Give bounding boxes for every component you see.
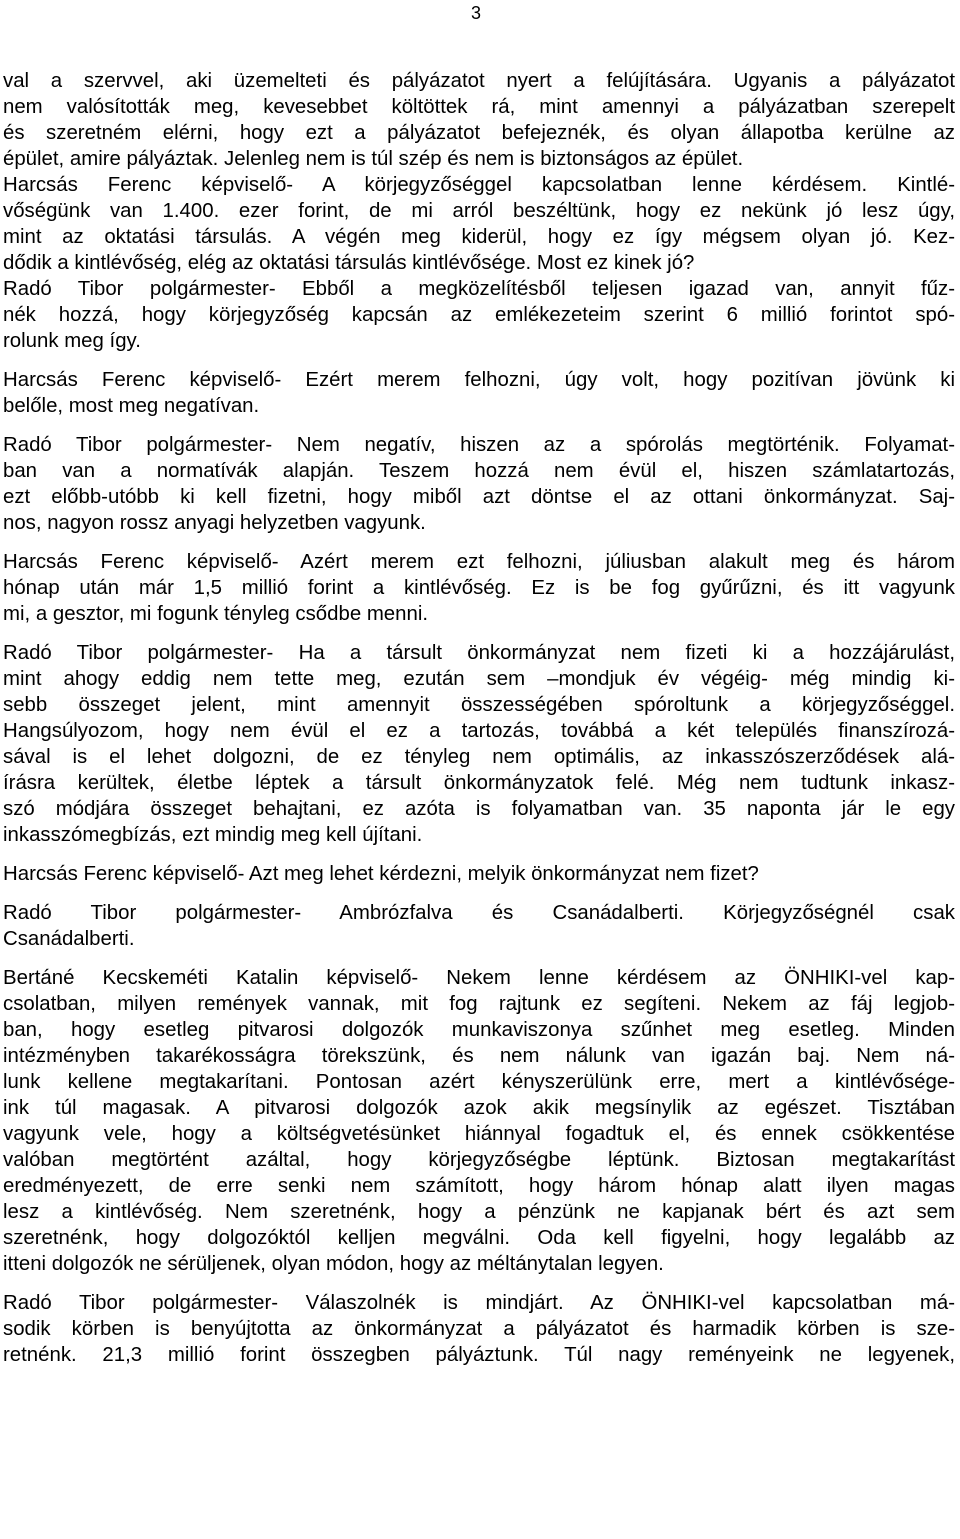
text-line: vőségünk van 1.400. ezer forint, de mi arról beszéltünk, hogy ez nekünk jó lesz úgy,: [3, 200, 955, 222]
paragraph: [3, 640, 955, 848]
paragraph-gap: [3, 1277, 955, 1290]
text-line: inkasszómegbízás, ezt mindig meg kell újítani.: [3, 824, 423, 846]
text-line: vagyunk vele, hogy a költségvetésünket hiánnyal fogadtuk el, és ennek csökkentése: [3, 1123, 955, 1145]
text-line: ban van a normatívák alapján. Teszem hozzá nem évül el, hiszen számlatartozás,: [3, 460, 955, 482]
paragraph-gap: [3, 887, 955, 900]
text-line: Radó Tibor polgármester- Ha a társult önkormányzat nem fizeti ki a hozzájárulást,: [3, 642, 955, 664]
text-line: retnénk. 21,3 millió forint összegben pályáztunk. Túl nagy reményeink ne legyenek,: [3, 1344, 955, 1366]
paragraph: [3, 861, 955, 887]
paragraph: [3, 965, 955, 1277]
text-line: Bertáné Kecskeméti Katalin képviselő- Nekem lenne kérdésem az ÖNHIKI-vel kap-: [3, 967, 955, 989]
text-line: épület, amire pályáztak. Jelenleg nem is túl szép és nem is biztonságos az épület.: [3, 148, 744, 170]
paragraph-gap: [3, 627, 955, 640]
paragraph: [3, 68, 955, 354]
text-line: nos, nagyon rossz anyagi helyzetben vagyunk.: [3, 512, 426, 534]
paragraph-gap: [3, 536, 955, 549]
paragraph: [3, 1290, 955, 1368]
page-number: 3: [471, 3, 482, 23]
text-line: és szeretném elérni, hogy ezt a pályázatot befejeznék, és olyan állapotba kerülne az: [3, 122, 955, 144]
paragraph: [3, 900, 955, 952]
text-line: Harcsás Ferenc képviselő- A körjegyzőséggel kapcsolatban lenne kérdésem. Kintlé-: [3, 174, 955, 196]
paragraph-gap: [3, 848, 955, 861]
text-line: Radó Tibor polgármester- Válaszolnék is mindjárt. Az ÖNHIKI-vel kapcsolatban má-: [3, 1292, 955, 1314]
paragraph-gap: [3, 354, 955, 367]
document-body: [3, 68, 955, 1368]
text-line: Radó Tibor polgármester- Ebből a megközelítésből teljesen igazad van, annyit fűz-: [3, 278, 955, 300]
text-line: Csanádalberti.: [3, 928, 135, 950]
text-line: nék hozzá, hogy körjegyzőség kapcsán az emlékezeteim szerint 6 millió forintot spó-: [3, 304, 955, 326]
text-line: Harcsás Ferenc képviselő- Azt meg lehet kérdezni, melyik önkormányzat nem fizet?: [3, 863, 759, 885]
text-line: csolatban, milyen remények vannak, mit fog rajtunk ez segíteni. Nekem az fáj legjob-: [3, 993, 955, 1015]
paragraph: [3, 367, 955, 419]
text-line: ban, hogy esetleg pitvarosi dolgozók munkaviszonya szűnhet meg esetleg. Minden: [3, 1019, 955, 1041]
paragraph: [3, 432, 955, 536]
text-line: Hangsúlyozom, hogy nem évül el ez a tartozás, továbbá a két település finanszírozá-: [3, 720, 955, 742]
text-line: belőle, most meg negatívan.: [3, 395, 260, 417]
text-line: valóban megtörtént azáltal, hogy körjegyzőségbe léptünk. Biztosan megtakarítást: [3, 1149, 955, 1171]
paragraph-gap: [3, 952, 955, 965]
text-line: ezt előbb-utóbb ki kell fizetni, hogy miből azt döntse el az ottani önkormányzat. Saj-: [3, 486, 955, 508]
text-line: eredményezett, de erre senki nem számított, hogy három hónap alatt ilyen magas: [3, 1175, 955, 1197]
paragraph-gap: [3, 419, 955, 432]
text-line: hónap után már 1,5 millió forint a kintlévőség. Ez is be fog gyűrűzni, és itt vagyunk: [3, 577, 955, 599]
text-line: mint az oktatási társulás. A végén meg kiderül, hogy ez így mégsem olyan jó. Kez-: [3, 226, 955, 248]
text-line: Harcsás Ferenc képviselő- Ezért merem felhozni, úgy volt, hogy pozitívan jövünk ki: [3, 369, 955, 391]
text-line: mi, a gesztor, mi fogunk tényleg csődbe menni.: [3, 603, 429, 625]
text-line: szó módjára összeget behajtani, ez azóta is folyamatban van. 35 naponta jár le egy: [3, 798, 955, 820]
paragraph: [3, 549, 955, 627]
text-line: intézményben takarékosságra törekszünk, és nem nálunk van igazán baj. Nem ná-: [3, 1045, 955, 1067]
text-line: sával is el lehet dolgozni, de ez tényleg nem optimális, az inkasszószerződések alá-: [3, 746, 955, 768]
text-line: lesz a kintlévőség. Nem szeretnénk, hogy a pénzünk ne kapjanak bért és azt sem: [3, 1201, 955, 1223]
text-line: mint ahogy eddig nem tette meg, ezután sem –mondjuk év végéig- még mindig ki-: [3, 668, 955, 690]
text-line: Radó Tibor polgármester- Nem negatív, hiszen az a spórolás megtörténik. Folyamat-: [3, 434, 955, 456]
text-line: írásra kerültek, életbe léptek a társult önkormányzatok felé. Még nem tudtunk inkasz-: [3, 772, 955, 794]
text-line: Radó Tibor polgármester- Ambrózfalva és Csanádalberti. Körjegyzőségnél csak: [3, 902, 955, 924]
text-line: sebb összeget jelent, mint amennyit összességében spóroltunk a körjegyzőséggel.: [3, 694, 955, 716]
text-line: ink túl magasak. A pitvarosi dolgozók azok akik megsínylik az egészet. Tisztában: [3, 1097, 955, 1119]
text-line: itteni dolgozók ne sérüljenek, olyan módon, hogy az méltánytalan legyen.: [3, 1253, 664, 1275]
text-line: dődik a kintlévőség, elég az oktatási társulás kintlévősége. Most ez kinek jó?: [3, 252, 695, 274]
text-line: sodik körben is benyújtotta az önkormányzat a pályázatot és harmadik körben is sze-: [3, 1318, 955, 1340]
text-line: lunk kellene megtakarítani. Pontosan azért kényszerülünk erre, mert a kintlévősége-: [3, 1071, 955, 1093]
text-line: val a szervvel, aki üzemelteti és pályázatot nyert a felújítására. Ugyanis a pályázatot: [3, 70, 955, 92]
text-line: rolunk meg így.: [3, 330, 141, 352]
text-line: Harcsás Ferenc képviselő- Azért merem ezt felhozni, júliusban alakult meg és három: [3, 551, 955, 573]
text-line: szeretnénk, hogy dolgozóktól kelljen megválni. Oda kell figyelni, hogy legalább az: [3, 1227, 955, 1249]
text-line: nem valósították meg, kevesebbet költöttek rá, mint amennyi a pályázatban szerepelt: [3, 96, 955, 118]
